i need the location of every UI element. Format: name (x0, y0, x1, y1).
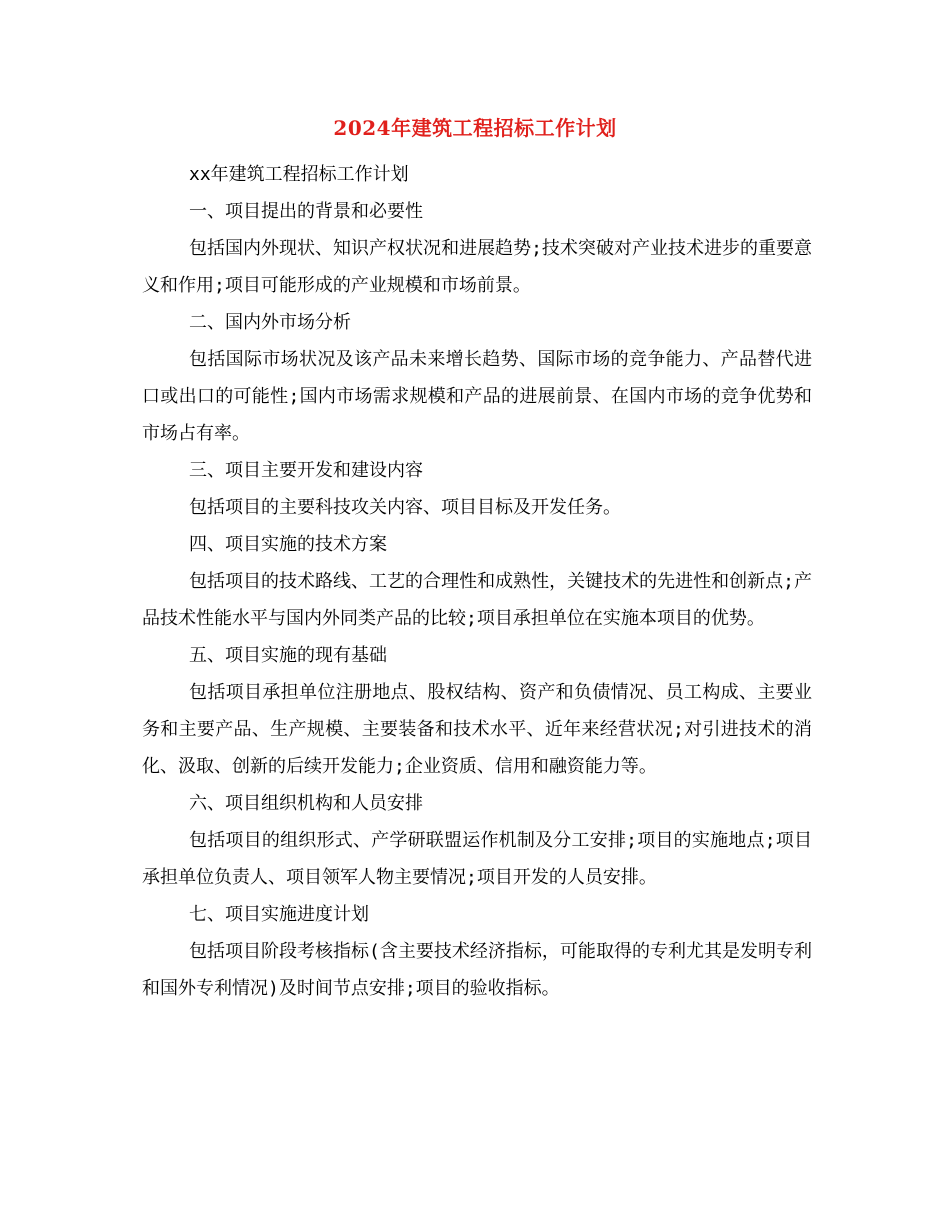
document-title: 2024年建筑工程招标工作计划 (333, 116, 617, 140)
section-body-1: 包括国内外现状、知识产权状况和进展趋势;技术突破对产业技术进步的重要意义和作用;项目可能形成的产业规模和市场前景。 (142, 238, 812, 296)
section-body-5: 包括项目承担单位注册地点、股权结构、资产和负债情况、员工构成、主要业务和主要产品、生产规模、主要装备和技术水平、近年来经营状况;对引进技术的消化、汲取、创新的后续开发能力;企业资质、信用和融资能力等。 (142, 682, 812, 777)
section-heading-5: 五、项目实施的现有基础 (189, 645, 387, 666)
section-heading-1: 一、项目提出的背景和必要性 (189, 201, 423, 222)
section-body-6: 包括项目的组织形式、产学研联盟运作机制及分工安排;项目的实施地点;项目承担单位负责人、项目领军人物主要情况;项目开发的人员安排。 (142, 830, 812, 888)
section-heading-6: 六、项目组织机构和人员安排 (189, 793, 423, 814)
section-heading-4: 四、项目实施的技术方案 (189, 534, 387, 555)
section-body-2: 包括国际市场状况及该产品未来增长趋势、国际市场的竞争能力、产品替代进口或出口的可能性;国内市场需求规模和产品的进展前景、在国内市场的竞争优势和市场占有率。 (142, 349, 812, 444)
section-heading-2: 二、国内外市场分析 (189, 312, 351, 333)
section-body-7: 包括项目阶段考核指标(含主要技术经济指标，可能取得的专利尤其是发明专利和国外专利情况)及时间节点安排;项目的验收指标。 (142, 941, 812, 999)
document-body (142, 156, 812, 1007)
section-body-3: 包括项目的主要科技攻关内容、项目目标及开发任务。 (189, 497, 621, 518)
section-heading-3: 三、项目主要开发和建设内容 (189, 460, 423, 481)
section-body-4: 包括项目的技术路线、工艺的合理性和成熟性，关键技术的先进性和创新点;产品技术性能水平与国内外同类产品的比较;项目承担单位在实施本项目的优势。 (142, 571, 812, 629)
document-subtitle: xx年建筑工程招标工作计划 (189, 164, 409, 185)
section-heading-7: 七、项目实施进度计划 (189, 904, 369, 925)
